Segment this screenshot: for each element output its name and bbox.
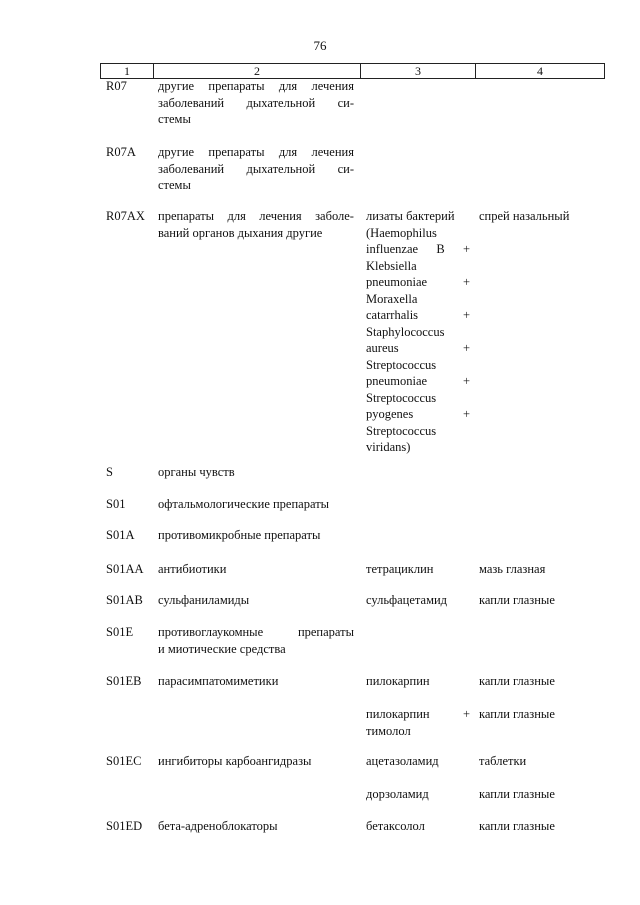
drug-word: (Haemophilus (366, 225, 437, 240)
anatomical-group-name (158, 208, 354, 241)
drug-name (366, 561, 470, 578)
drug-word: Streptococcus (366, 423, 437, 438)
header-col-1: 1 (101, 64, 154, 79)
header-col-4: 4 (476, 64, 605, 79)
anatomical-group-name (158, 624, 354, 657)
drug-line (366, 225, 470, 242)
drug-name (366, 818, 470, 835)
drug-word: дорзоламид (366, 787, 429, 801)
anatomical-group-name (158, 592, 354, 609)
drug-line (366, 208, 470, 225)
dosage-form: мазь глазная (479, 562, 546, 576)
drug-word: + (462, 308, 470, 322)
table-header (100, 63, 605, 79)
atc-code: S01AA (106, 562, 144, 576)
text-line: другие препараты для лечения (158, 79, 354, 93)
drug-word: + (462, 407, 470, 421)
drug-word: + (462, 242, 470, 256)
drug-line (366, 241, 470, 258)
drug-word: тимолол (366, 723, 411, 738)
atc-code: R07A (106, 145, 136, 159)
drug-line (366, 291, 470, 308)
text-line: ваний органов дыхания другие (158, 225, 323, 240)
drug-word: + (462, 374, 470, 388)
drug-line (366, 324, 470, 341)
text-line: другие препараты для лечения (158, 145, 354, 159)
anatomical-group-name (158, 78, 354, 128)
dosage-form: капли глазные (479, 787, 555, 801)
atc-code: S01EB (106, 674, 142, 688)
anatomical-group-name (158, 527, 354, 544)
drug-line (366, 723, 470, 740)
text-line: бета-адреноблокаторы (158, 819, 278, 833)
text-line: органы чувств (158, 465, 235, 479)
drug-line (366, 786, 470, 803)
drug-word: pneumoniae (366, 374, 428, 388)
dosage-form: капли глазные (479, 819, 555, 833)
drug-line (366, 423, 470, 440)
atc-code: S01ED (106, 819, 143, 833)
atc-code: R07AX (106, 209, 145, 223)
dosage-form: таблетки (479, 754, 527, 768)
drug-word: пилокарпин (366, 674, 430, 688)
drug-word: influenzae (366, 242, 419, 256)
atc-code: S01 (106, 497, 126, 511)
header-col-2: 2 (154, 64, 361, 79)
atc-code: S01A (106, 528, 135, 542)
text-line: антибиотики (158, 562, 227, 576)
drug-line (366, 373, 470, 390)
drug-word: ацетазоламид (366, 754, 439, 768)
drug-word: pneumoniae (366, 275, 428, 289)
drug-line (366, 753, 470, 770)
header-col-3: 3 (361, 64, 476, 79)
anatomical-group-name (158, 464, 354, 481)
drug-line (366, 406, 470, 423)
atc-code: R07 (106, 79, 127, 93)
drug-line (366, 673, 470, 690)
drug-line (366, 592, 470, 609)
drug-word: Streptococcus (366, 390, 437, 405)
atc-code: S01E (106, 625, 134, 639)
drug-word: Klebsiella (366, 258, 417, 273)
atc-code: S01AB (106, 593, 143, 607)
drug-word: aureus (366, 341, 399, 355)
drug-word: + (462, 707, 470, 721)
drug-word: catarrhalis (366, 308, 419, 322)
text-line: ингибиторы карбоангидразы (158, 754, 312, 768)
page-number: 76 (313, 38, 327, 53)
drug-word: B (436, 242, 445, 256)
dosage-form: капли глазные (479, 674, 555, 688)
text-line: заболеваний дыхательной си- (158, 95, 354, 110)
drug-word: тетрациклин (366, 562, 434, 576)
dosage-form: капли глазные (479, 707, 555, 721)
drug-word: сульфацетамид (366, 593, 448, 607)
drug-line (366, 706, 470, 723)
drug-line (366, 439, 470, 456)
drug-line (366, 274, 470, 291)
text-line: противоглаукомные препараты (158, 625, 354, 639)
drug-line (366, 258, 470, 275)
drug-word: pyogenes (366, 407, 414, 421)
anatomical-group-name (158, 673, 354, 690)
drug-name (366, 592, 470, 609)
text-line: сульфаниламиды (158, 593, 250, 607)
text-line: стемы (158, 112, 191, 126)
drug-line (366, 390, 470, 407)
anatomical-group-name (158, 818, 354, 835)
drug-line (366, 307, 470, 324)
dosage-form: капли глазные (479, 593, 555, 607)
drug-line (366, 561, 470, 578)
drug-name (366, 673, 470, 690)
anatomical-group-name (158, 753, 354, 770)
drug-word: пилокарпин (366, 707, 430, 721)
drug-word: бетаксолол (366, 819, 425, 833)
drug-word: Moraxella (366, 291, 418, 306)
drug-name (366, 786, 470, 803)
drug-name (366, 753, 470, 770)
anatomical-group-name (158, 144, 354, 194)
text-line: парасимпатомиметики (158, 674, 279, 688)
atc-code: S01EC (106, 754, 142, 768)
anatomical-group-name (158, 561, 354, 578)
drug-word: лизаты бактерий (366, 209, 455, 223)
text-line: стемы (158, 178, 191, 192)
drug-name (366, 208, 470, 456)
drug-name (366, 706, 470, 739)
anatomical-group-name (158, 496, 354, 513)
drug-word: + (462, 275, 470, 289)
text-line: противомикробные препараты (158, 528, 321, 542)
text-line: заболеваний дыхательной си- (158, 161, 354, 176)
atc-code: S (106, 465, 113, 479)
text-line: и миотические средства (158, 641, 286, 656)
text-line: офтальмологические препараты (158, 497, 330, 511)
drug-line (366, 357, 470, 374)
drug-line (366, 340, 470, 357)
drug-word: viridans) (366, 440, 411, 454)
drug-line (366, 818, 470, 835)
drug-word: + (462, 341, 470, 355)
drug-word: Staphylococcus (366, 324, 445, 339)
dosage-form: спрей назальный (479, 209, 570, 223)
text-line: препараты для лечения заболе- (158, 209, 354, 223)
drug-word: Streptococcus (366, 357, 437, 372)
